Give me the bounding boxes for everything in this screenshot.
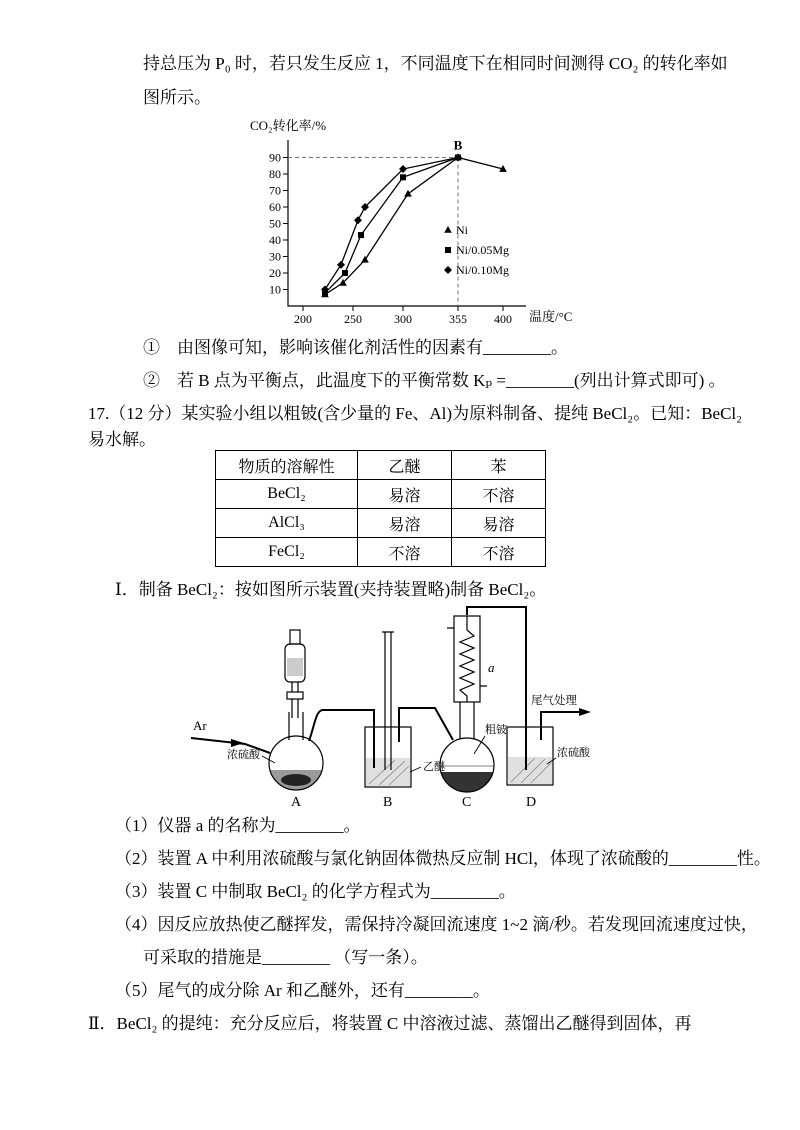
svg-text:Ni: Ni: [456, 223, 468, 237]
cell-becl2-benzene: 不溶: [452, 480, 546, 509]
flask-a-letter: A: [291, 795, 302, 810]
cell-alcl3: AlCl₃: [216, 509, 358, 538]
svg-text:300: 300: [394, 312, 412, 326]
svg-text:温度/°C: 温度/°C: [529, 309, 573, 324]
sub-question-1: （1）仪器 a 的名称为________。: [115, 816, 361, 835]
svg-text:Ni/0.10Mg: Ni/0.10Mg: [456, 263, 510, 277]
svg-text:70: 70: [269, 183, 281, 198]
table-header-property: 物质的溶解性: [216, 451, 358, 480]
reflux-condenser: [447, 616, 487, 702]
table-row: [216, 509, 546, 538]
question-17-line2: 易水解。: [88, 430, 156, 449]
cell-fecl2-ether: 不溶: [358, 538, 452, 567]
table-header-ether: 乙醚: [358, 451, 452, 480]
sub-question-4-line2: 可采取的措施是________ （写一条）。: [143, 948, 428, 967]
conc-acid-d-label: 浓硫酸: [557, 747, 590, 759]
ar-label: Ar: [193, 718, 207, 733]
cell-alcl3-benzene: 易溶: [452, 509, 546, 538]
tail-gas-label: 尾气处理: [531, 695, 577, 707]
cell-fecl2-benzene: 不溶: [452, 538, 546, 567]
sub-question-5: （5）尾气的成分除 Ar 和乙醚外，还有________。: [115, 981, 490, 1000]
cell-becl2-ether: 易溶: [358, 480, 452, 509]
cell-fecl2: FeCl₂: [216, 538, 358, 567]
question-2: ② 若 B 点为平衡点，此温度下的平衡常数 Kₚ =________(列出计算式即可) 。: [143, 371, 726, 390]
svg-text:CO₂转化率/%: CO₂转化率/%: [250, 118, 327, 133]
conc-acid-a-label: 浓硫酸: [227, 749, 260, 761]
tail-gas-arrow: [579, 708, 591, 716]
tube-a-to-b: [309, 710, 374, 768]
svg-text:80: 80: [269, 167, 281, 181]
question-17-line1: 17.（12 分）某实验小组以粗铍(含少量的 Fe、Al)为原料制备、提纯 BeCl₂。已知：BeCl₂: [88, 404, 743, 423]
table-header-row: [216, 451, 546, 480]
flask-c-solid: [441, 772, 493, 792]
svg-text:250: 250: [344, 312, 362, 326]
section-2-heading: Ⅱ．BeCl₂ 的提纯：充分反应后，将装置 C 中溶液过滤、蒸馏出乙醚得到固体，再: [88, 1014, 692, 1033]
table-row: [216, 480, 546, 509]
co2-conversion-chart: [248, 116, 588, 331]
intro-text-line1: 持总压为 P₀ 时，若只发生反应 1，不同温度下在相同时间测得 CO₂ 的转化率如: [143, 54, 728, 73]
svg-text:20: 20: [269, 266, 281, 280]
cell-becl2: BeCl₂: [216, 480, 358, 509]
svg-text:Ni/0.05Mg: Ni/0.05Mg: [456, 243, 510, 257]
ether-label: 乙醚: [423, 761, 445, 773]
svg-text:30: 30: [269, 249, 281, 264]
flask-c-letter: C: [462, 795, 472, 810]
sub-question-4-line1: （4）因反应放热使乙醚挥发，需保持冷凝回流速度 1~2 滴/秒。若发现回流速度过快，: [115, 915, 758, 934]
flask-a-solid: [281, 774, 311, 786]
solubility-table: [215, 450, 546, 567]
svg-text:355: 355: [449, 312, 467, 326]
section-1-heading: Ⅰ．制备 BeCl₂：按如图所示装置(夹持装置略)制备 BeCl₂。: [115, 580, 547, 599]
cell-alcl3-ether: 易溶: [358, 509, 452, 538]
svg-text:B: B: [453, 137, 463, 153]
intro-text-line2: 图所示。: [143, 88, 211, 107]
bottle-d-liquid: [508, 757, 552, 784]
ar-flow-arrow: [231, 739, 244, 747]
table-row: [216, 538, 546, 567]
question-1: ① 由图像可知，影响该催化剂活性的因素有________。: [143, 338, 568, 357]
bottle-d-letter: D: [526, 795, 537, 810]
crude-be-label: 粗铍: [485, 724, 507, 736]
svg-text:40: 40: [269, 233, 281, 247]
tube-b-to-c: [399, 708, 453, 742]
table-header-benzene: 苯: [452, 451, 546, 480]
condenser-a-label: a: [488, 660, 495, 675]
svg-text:200: 200: [294, 312, 312, 326]
funnel-liquid: [287, 658, 303, 676]
sub-question-2: （2）装置 A 中利用浓硫酸与氯化钠固体微热反应制 HCl，体现了浓硫酸的________性。: [115, 849, 771, 868]
svg-text:90: 90: [269, 150, 281, 165]
svg-text:10: 10: [269, 282, 281, 297]
svg-text:400: 400: [494, 312, 512, 326]
sub-question-3: （3）装置 C 中制取 BeCl₂ 的化学方程式为________。: [115, 882, 516, 901]
tube-condenser-to-d: [467, 607, 526, 770]
svg-text:60: 60: [269, 200, 281, 214]
apparatus-diagram: [185, 600, 645, 810]
svg-text:50: 50: [269, 216, 281, 231]
tube-d-outlet: [541, 712, 579, 740]
bottle-b-letter: B: [383, 795, 393, 810]
